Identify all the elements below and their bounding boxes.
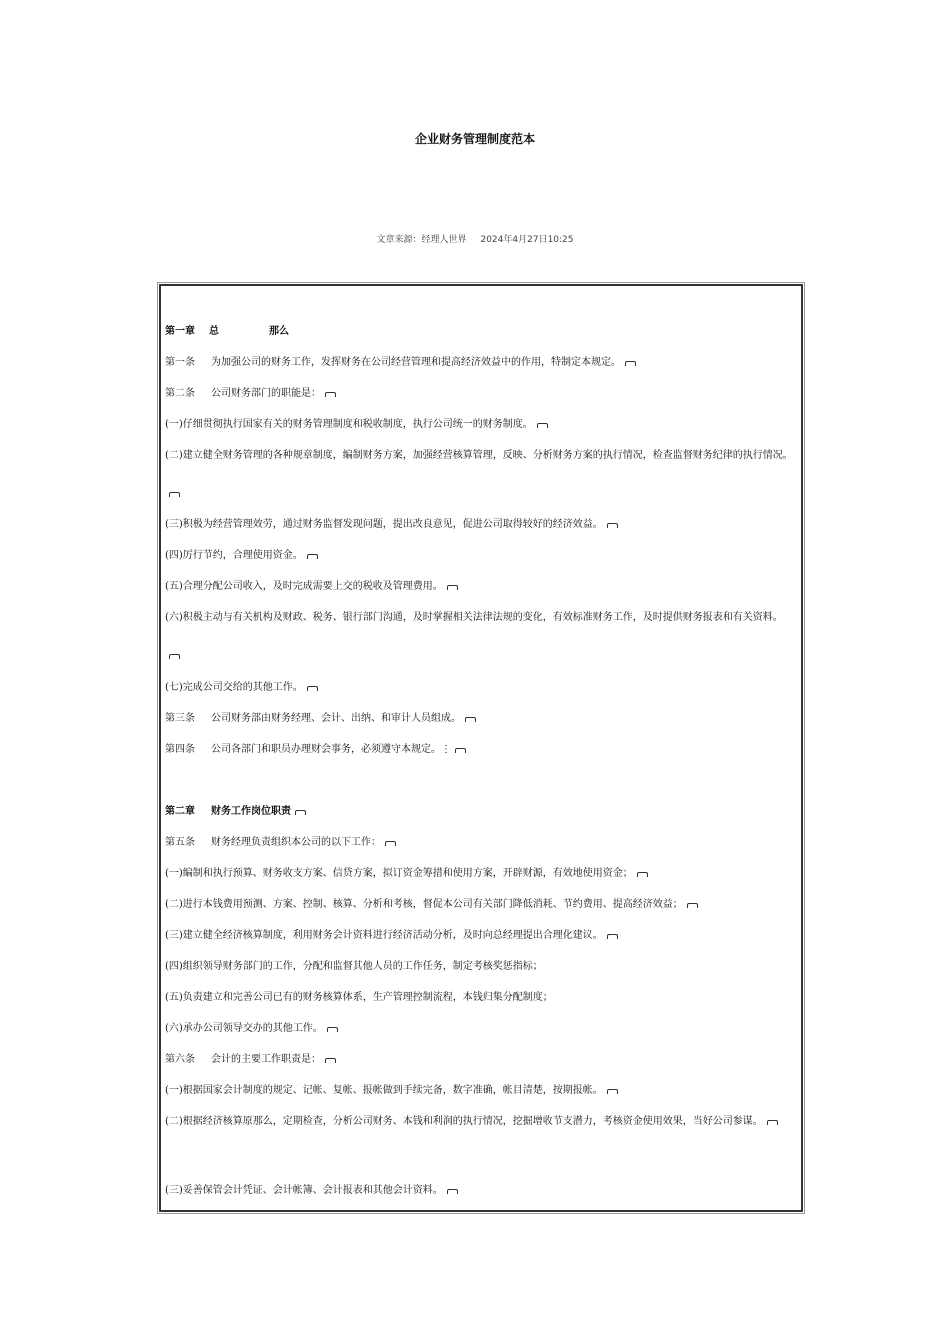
list-item bbox=[165, 898, 797, 912]
paragraph-mark-icon bbox=[307, 686, 318, 691]
paragraph-mark-icon bbox=[169, 654, 180, 659]
article-3 bbox=[165, 712, 797, 726]
article-4 bbox=[165, 743, 797, 757]
list-item bbox=[165, 1103, 797, 1141]
paragraph-mark-icon bbox=[465, 717, 476, 722]
article-text: 公司财务部门的职能是： bbox=[211, 388, 321, 399]
article-6 bbox=[165, 1053, 797, 1067]
chapter2-label: 第二章 bbox=[165, 806, 195, 817]
article-2 bbox=[165, 387, 797, 401]
list-item bbox=[165, 580, 797, 594]
paragraph-mark-icon bbox=[327, 1027, 338, 1032]
paragraph-mark-icon bbox=[295, 810, 306, 815]
chapter2-heading bbox=[165, 805, 797, 819]
article-number: 第二条 bbox=[165, 388, 195, 399]
paragraph-mark-icon bbox=[625, 361, 636, 366]
article-number: 第四条 bbox=[165, 744, 195, 755]
list-item-text: (一)根据国家会计制度的规定、记帐、复帐、报帐做到手续完备，数字准确，帐目清楚，按期报帐。 bbox=[165, 1085, 603, 1096]
chapter2-title: 财务工作岗位职责 bbox=[211, 806, 291, 817]
article-text: 为加强公司的财务工作，发挥财务在公司经营管理和提高经济效益中的作用，特制定本规定。 bbox=[211, 357, 621, 368]
paragraph-mark-icon bbox=[455, 748, 466, 753]
list-item bbox=[165, 599, 797, 675]
list-item bbox=[165, 418, 797, 432]
article-text: 公司各部门和职员办理财会事务，必须遵守本规定。⋮ bbox=[211, 744, 451, 755]
article-text: 公司财务部由财务经理、会计、出纳、和审计人员组成。 bbox=[211, 713, 461, 724]
paragraph-mark-icon bbox=[537, 423, 548, 428]
article-text: 财务经理负责组织本公司的以下工作： bbox=[211, 837, 381, 848]
chapter1-label: 第一章 bbox=[165, 326, 195, 337]
paragraph-mark-icon bbox=[767, 1120, 778, 1125]
paragraph-mark-icon bbox=[325, 1058, 336, 1063]
list-item-text: (五)负责建立和完善公司已有的财务核算体系，生产管理控制流程，本钱归集分配制度； bbox=[165, 992, 553, 1003]
chapter1-title-a: 总 bbox=[209, 326, 219, 337]
paragraph-mark-icon bbox=[607, 523, 618, 528]
paragraph-mark-icon bbox=[607, 1089, 618, 1094]
list-item-text: (四)厉行节约，合理使用资金。 bbox=[165, 550, 303, 561]
source-label: 文章来源：经理人世界 bbox=[376, 235, 467, 245]
paragraph-mark-icon bbox=[325, 392, 336, 397]
list-item-text: (一)编制和执行预算、财务收支方案、信贷方案，拟订资金筹措和使用方案，开辟财源，有效地使用资金； bbox=[165, 868, 633, 879]
chapter1-title-b: 那么 bbox=[269, 326, 289, 337]
list-item-text: (三)建立健全经济核算制度，利用财务会计资料进行经济活动分析，及时向总经理提出合理化建议。 bbox=[165, 930, 603, 941]
paragraph-mark-icon bbox=[607, 934, 618, 939]
list-item-text: (三)积极为经营管理效劳，通过财务监督发现问题，提出改良意见，促进公司取得较好的经济效益。 bbox=[165, 519, 603, 530]
list-item bbox=[165, 960, 797, 974]
list-item bbox=[165, 549, 797, 563]
article-number: 第三条 bbox=[165, 713, 195, 724]
article-5 bbox=[165, 836, 797, 850]
list-item-text: (四)组织领导财务部门的工作，分配和监督其他人员的工作任务，制定考核奖惩指标； bbox=[165, 961, 543, 972]
list-item bbox=[165, 929, 797, 943]
chapter1-heading bbox=[165, 325, 797, 339]
publish-datetime: 2024年4月27日10:25 bbox=[480, 235, 574, 245]
list-item bbox=[165, 681, 797, 695]
list-item bbox=[165, 518, 797, 532]
document-title: 企业财务管理制度范本 bbox=[414, 132, 535, 146]
list-item-text: (二)建立健全财务管理的各种规章制度，编制财务方案，加强经营核算管理，反映、分析财务方案的执行情况，检查监督财务纪律的执行情况。 bbox=[165, 450, 793, 461]
paragraph-mark-icon bbox=[447, 1189, 458, 1194]
list-item-text: (五)合理分配公司收入，及时完成需要上交的税收及管理费用。 bbox=[165, 581, 443, 592]
list-item bbox=[165, 867, 797, 881]
list-item-text: (二)根据经济核算原那么，定期检查，分析公司财务、本钱和利润的执行情况，挖掘增收节支潜力，考核资金使用效果，当好公司参谋。 bbox=[165, 1116, 763, 1127]
list-item-text: (二)进行本钱费用预测、方案、控制、核算、分析和考核，督促本公司有关部门降低消耗、节约费用、提高经济效益； bbox=[165, 899, 683, 910]
paragraph-mark-icon bbox=[307, 554, 318, 559]
paragraph-mark-icon bbox=[637, 872, 648, 877]
list-item-text: (七)完成公司交给的其他工作。 bbox=[165, 682, 303, 693]
list-item bbox=[165, 437, 797, 513]
list-item bbox=[165, 991, 797, 1005]
list-item-text: (一)仔细贯彻执行国家有关的财务管理制度和税收制度，执行公司统一的财务制度。 bbox=[165, 419, 533, 430]
list-item bbox=[165, 1184, 797, 1198]
list-item-text: (三)妥善保管会计凭证、会计帐簿、会计报表和其他会计资料。 bbox=[165, 1185, 443, 1196]
article-number: 第六条 bbox=[165, 1054, 195, 1065]
list-item-text: (六)承办公司领导交办的其他工作。 bbox=[165, 1023, 323, 1034]
article-1 bbox=[165, 356, 797, 370]
document-meta bbox=[0, 232, 950, 245]
list-item bbox=[165, 1022, 797, 1036]
paragraph-mark-icon bbox=[385, 841, 396, 846]
list-item-text: (六)积极主动与有关机构及财政、税务、银行部门沟通，及时掌握相关法律法规的变化，有效标准财务工作，及时提供财务报表和有关资料。 bbox=[165, 612, 783, 623]
list-item bbox=[165, 1084, 797, 1098]
paragraph-mark-icon bbox=[169, 492, 180, 497]
article-number: 第一条 bbox=[165, 357, 195, 368]
article-number: 第五条 bbox=[165, 837, 195, 848]
article-body bbox=[159, 284, 803, 1212]
paragraph-mark-icon bbox=[687, 903, 698, 908]
paragraph-mark-icon bbox=[447, 585, 458, 590]
article-text: 会计的主要工作职责是： bbox=[211, 1054, 321, 1065]
